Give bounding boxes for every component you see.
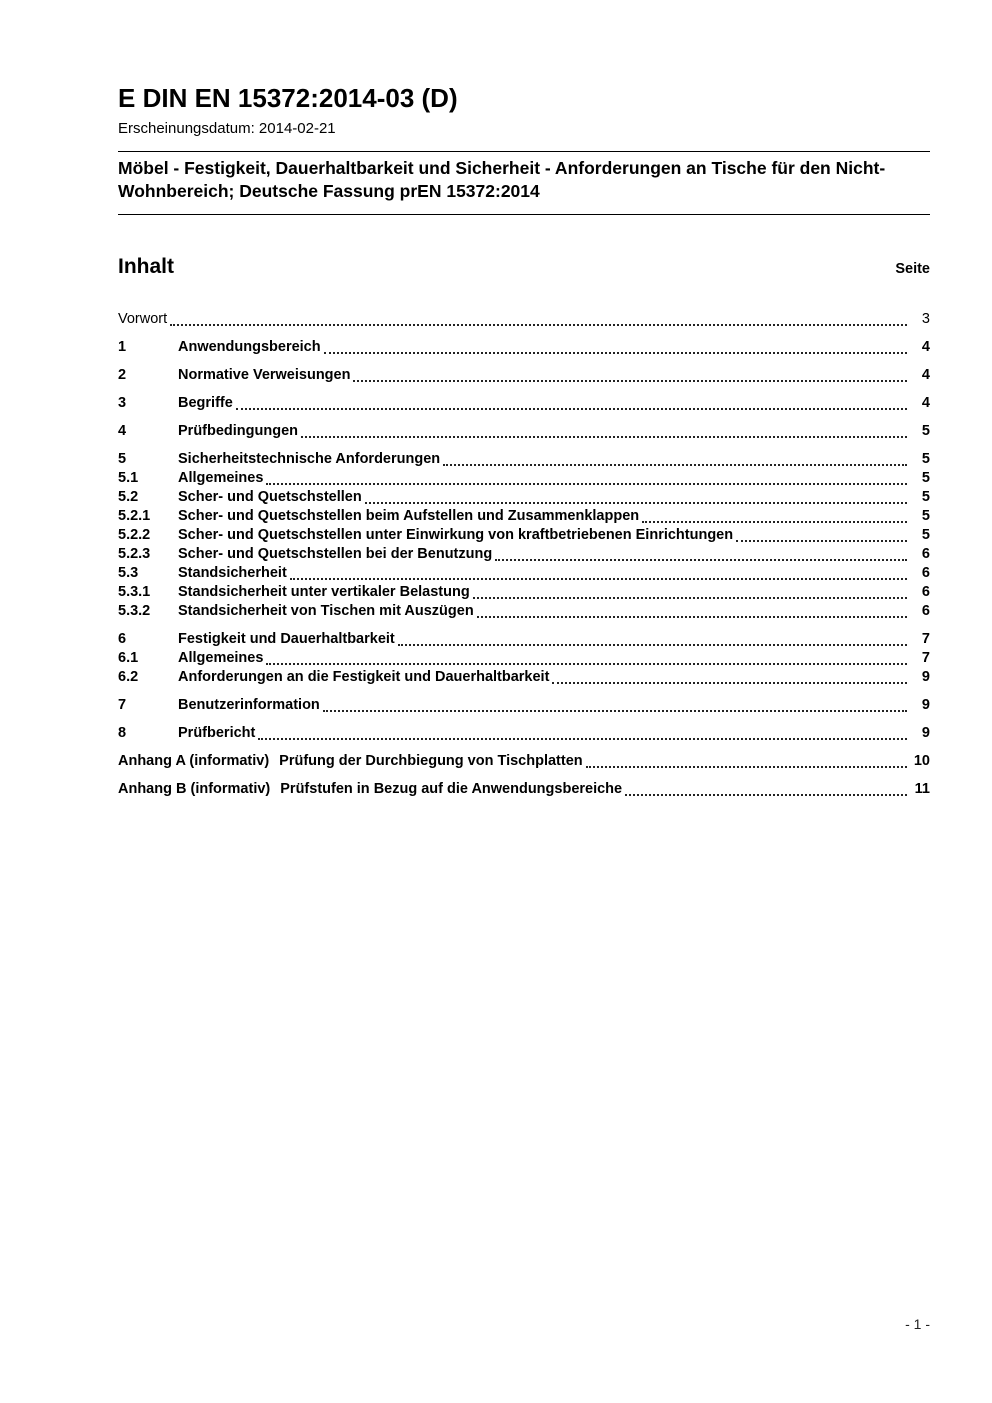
footer-page-number: - 1 - [905,1316,930,1332]
toc-entry-label: Scher- und Quetschstellen bei der Benutzung [178,545,493,562]
toc-entry [118,507,930,526]
toc-dot-leader [398,644,907,646]
toc-entry [118,545,930,564]
toc-entry [118,668,930,687]
toc-dot-leader [586,766,907,768]
toc-entry-number: 4 [118,422,127,439]
toc-entry-label: Standsicherheit [178,564,287,581]
toc-entry-number: 1 [118,338,127,355]
toc-entry [118,602,930,621]
toc-entry-page: 6 [921,602,930,619]
toc-entry-page: 6 [921,564,930,581]
toc-entry [118,469,930,488]
toc-dot-leader [642,521,907,523]
toc-entry [118,564,930,583]
toc-dot-leader [301,436,907,438]
toc-entry-number: 2 [118,366,127,383]
toc-entry [118,649,930,668]
toc-entry-number: 6 [118,630,127,647]
toc-entry-number: 5 [118,450,127,467]
toc-entry-page: 6 [921,583,930,600]
toc-dot-leader [266,483,907,485]
toc-entry-number: 5.3.2 [118,602,151,619]
toc-dot-leader [495,559,907,561]
toc-dot-leader [324,352,907,354]
toc-page-column-label: Seite [895,260,930,277]
toc-entry-page: 4 [921,394,930,411]
toc-entry-label: Prüfbedingungen [178,422,299,439]
toc-entry [118,583,930,602]
toc-entry-label: Vorwort [118,310,168,327]
toc-entry-label: Scher- und Quetschstellen unter Einwirkung von kraftbetriebenen Einrichtungen [178,526,734,543]
toc-dot-leader [736,540,907,542]
toc-entry-number: 5.3.1 [118,583,151,600]
toc-entry [118,366,930,385]
toc-heading: Inhalt [118,254,174,278]
toc-entry-number: 5.3 [118,564,139,581]
toc-entry-page: 5 [921,507,930,524]
toc-entry-label: Allgemeines [178,469,264,486]
toc-entry [118,310,930,329]
toc-entry-number: 5.2 [118,488,139,505]
toc-entry-page: 5 [921,450,930,467]
toc-entry [118,526,930,545]
toc-entry [118,780,930,799]
doc-title-block [118,151,930,215]
toc-entry-number: Anhang A (informativ) [118,752,270,769]
toc-header [118,255,930,279]
toc-entry-number: 5.2.2 [118,526,151,543]
doc-number: E DIN EN 15372:2014-03 (D) [118,83,458,113]
publication-date: Erscheinungsdatum: 2014-02-21 [118,119,336,137]
toc-dot-leader [170,324,907,326]
toc-entry-number: Anhang B (informativ) [118,780,271,797]
toc-entry-page: 5 [921,422,930,439]
toc-entry-label: Sicherheitstechnische Anforderungen [178,450,441,467]
toc-entry [118,752,930,771]
toc-entry-number: 6.1 [118,649,139,666]
toc-entry-page: 5 [921,469,930,486]
toc-entry [118,724,930,743]
toc-entry [118,394,930,413]
toc-entry-label: Begriffe [178,394,233,411]
toc-dot-leader [625,794,907,796]
toc-dot-leader [258,738,907,740]
toc-entry-label: Benutzerinformation [178,696,320,713]
toc-entry-label: Scher- und Quetschstellen beim Aufstellen und Zusammenklappen [178,507,640,524]
toc-entry-page: 9 [921,668,930,685]
toc-dot-leader [323,710,907,712]
toc-entry-label: Festigkeit und Dauerhaltbarkeit [178,630,395,647]
toc-entry-label: Standsicherheit unter vertikaler Belastung [178,583,470,600]
toc-list [118,310,930,799]
toc-entry [118,338,930,357]
toc-entry-label: Scher- und Quetschstellen [178,488,362,505]
toc-entry-number: 5.2.3 [118,545,151,562]
toc-entry-label: Standsicherheit von Tischen mit Auszügen [178,602,474,619]
toc-dot-leader [365,502,907,504]
toc-dot-leader [236,408,907,410]
toc-entry-label: Normative Verweisungen [178,366,351,383]
toc-entry [118,488,930,507]
toc-entry-label: Anforderungen an die Festigkeit und Dauerhaltbarkeit [178,668,550,685]
toc-entry-page: 4 [921,366,930,383]
toc-dot-leader [290,578,907,580]
toc-entry-number: 6.2 [118,668,139,685]
toc-entry-page: 3 [921,310,930,327]
toc-entry-label: Prüfbericht [178,724,256,741]
toc-dot-leader [552,682,907,684]
toc-entry-number: 3 [118,394,127,411]
toc-entry-page: 9 [921,724,930,741]
toc-entry-number: 7 [118,696,127,713]
toc-entry-number: 5.1 [118,469,139,486]
toc-entry-page: 11 [914,780,930,797]
toc-entry [118,422,930,441]
toc-entry-page: 7 [921,630,930,647]
toc-entry-label: Prüfstufen in Bezug auf die Anwendungsbereiche [280,780,623,797]
toc-entry-number: 8 [118,724,127,741]
toc-dot-leader [266,663,907,665]
toc-entry-label: Prüfung der Durchbiegung von Tischplatten [279,752,583,769]
toc-entry-page: 6 [921,545,930,562]
toc-entry [118,630,930,649]
toc-dot-leader [473,597,907,599]
toc-entry-page: 5 [921,526,930,543]
toc-entry [118,696,930,715]
toc-dot-leader [477,616,907,618]
toc-entry-page: 7 [921,649,930,666]
toc-entry-label: Allgemeines [178,649,264,666]
toc-entry-label: Anwendungsbereich [178,338,321,355]
toc-dot-leader [353,380,907,382]
toc-entry-number: 5.2.1 [118,507,151,524]
toc-dot-leader [443,464,907,466]
toc-entry-page: 5 [921,488,930,505]
toc-entry-page: 10 [913,752,930,769]
toc-entry-page: 4 [921,338,930,355]
toc-entry [118,450,930,469]
doc-title: Möbel - Festigkeit, Dauerhaltbarkeit und Sicherheit - Anforderungen an Tische für den Nicht-Wohnbereich; Deutsche Fassung prEN 15372:2014 [118,157,886,202]
toc-entry-page: 9 [921,696,930,713]
